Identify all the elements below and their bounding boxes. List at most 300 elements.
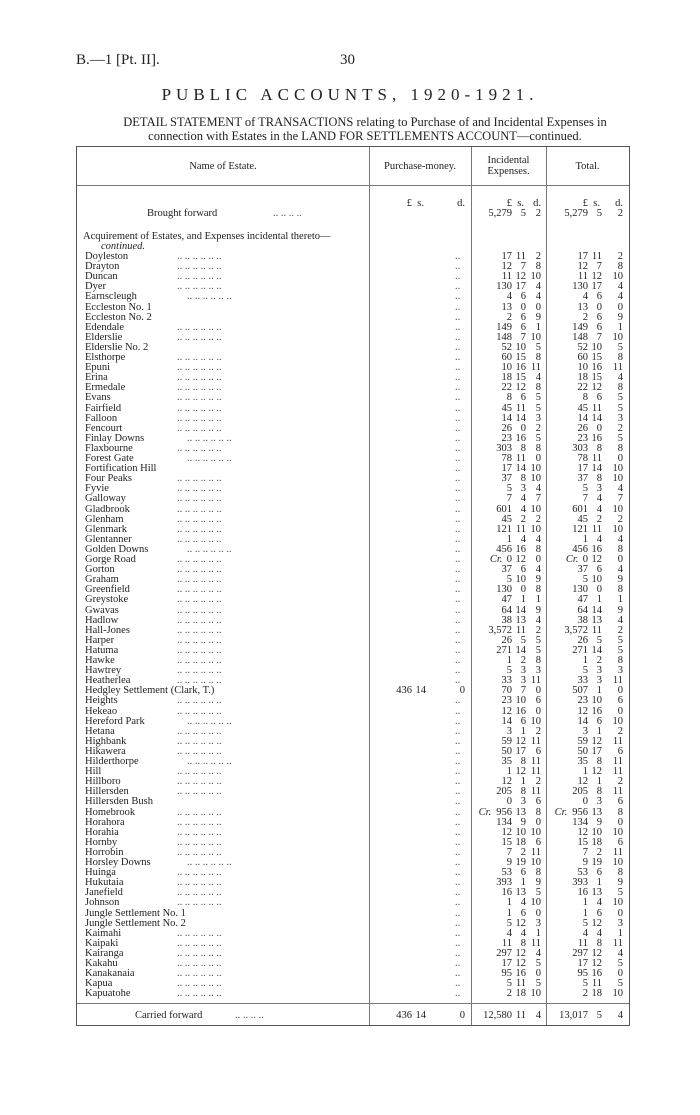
section-continued: continued. [101, 241, 146, 252]
estate-name: Kairanga [85, 947, 124, 959]
pounds: 11 [501, 937, 512, 949]
estate-name: Glentanner [85, 533, 132, 545]
pence: 8 [617, 655, 623, 666]
estate-name: Kapua [85, 978, 113, 990]
pounds: 12 [577, 705, 588, 717]
pounds: 2 [582, 988, 588, 1000]
total-amount [551, 595, 623, 605]
leader-dots: .. .. .. .. .. .. [177, 937, 222, 949]
estate-name: Kanakanaia [85, 968, 135, 980]
shillings: 4 [596, 503, 602, 515]
shillings: 6 [596, 392, 602, 404]
purchase-money-empty: .. [455, 897, 461, 909]
pounds: 59 [501, 735, 512, 747]
pence: 4 [535, 372, 541, 384]
estate-name: Gwavas [85, 604, 119, 616]
estate-name: Horrobin [85, 846, 124, 858]
shillings: 6 [520, 715, 526, 727]
estate-name: Hill [85, 766, 102, 778]
pounds: 8 [506, 392, 512, 404]
estate-name: Jungle Settlement No. 1 [85, 907, 186, 919]
pounds: 52 [501, 341, 512, 353]
pounds: 59 [577, 735, 588, 747]
table-row [77, 474, 629, 484]
shillings: 12 [591, 271, 602, 283]
shillings: 19 [515, 857, 526, 868]
leader-dots: .. .. .. .. .. .. [177, 634, 222, 646]
pence: 10 [530, 897, 541, 909]
shillings: 1 [520, 725, 526, 737]
incidental-expenses [475, 505, 541, 515]
table-row [77, 878, 629, 888]
table-row [77, 767, 629, 777]
leader-dots: .. .. .. .. .. .. [177, 705, 222, 717]
shillings: 14 [591, 412, 602, 424]
pounds: 436 [396, 1010, 412, 1021]
shillings: 16 [591, 432, 602, 444]
table-row [77, 606, 629, 616]
pounds: 18 [577, 372, 588, 384]
estate-name: Edendale [85, 321, 125, 333]
pence: 6 [617, 695, 623, 707]
pounds: 1 [582, 907, 588, 919]
pence: 6 [535, 796, 541, 808]
estate-name: Homebrook [85, 806, 136, 818]
estate-name: Eccleston No. 1 [85, 301, 152, 313]
pence-unit: d. [457, 198, 465, 209]
estate-name: Galloway [85, 493, 126, 505]
pence: 4 [535, 281, 541, 293]
purchase-money-empty: .. [455, 675, 461, 687]
shillings: 9 [596, 816, 602, 828]
shillings: 10 [515, 695, 526, 707]
pounds: 507 [572, 685, 588, 697]
pounds: 26 [577, 634, 588, 646]
table-row [77, 737, 629, 747]
shillings: 13 [591, 887, 602, 899]
purchase-money-empty: .. [455, 776, 461, 788]
pounds: 95 [577, 968, 588, 980]
leader-dots: .. .. .. .. .. .. [177, 372, 222, 384]
shillings: 2 [520, 513, 526, 525]
shillings: 0 [596, 422, 602, 434]
subtitle-line-2: connection with Estates in the LAND FOR SETTLEMENTS ACCOUNT—continued. [148, 129, 582, 143]
estate-name: Heights [85, 695, 118, 707]
purchase-money-empty: .. [455, 341, 461, 353]
pence: 2 [617, 725, 623, 737]
table-row [77, 777, 629, 787]
leader-dots: .. .. .. .. .. .. [177, 392, 222, 404]
shillings: 12 [515, 917, 526, 929]
shillings: 10 [515, 574, 526, 586]
shillings: 14 [515, 463, 526, 475]
shillings: 7 [520, 261, 526, 273]
table-row [77, 393, 629, 403]
incidental-expenses [475, 707, 541, 717]
leader-dots: .. .. .. .. .. .. [177, 362, 222, 374]
pounds: 37 [501, 564, 512, 576]
estate-name: Hukutaia [85, 877, 124, 889]
pence: 7 [617, 493, 623, 505]
leader-dots: .. .. .. .. .. .. [177, 564, 222, 576]
pence: 3 [535, 665, 541, 677]
pence: 5 [617, 887, 623, 899]
total-amount [551, 808, 623, 818]
pence: 0 [617, 554, 623, 565]
pence: 8 [617, 352, 623, 363]
shillings: 6 [520, 564, 526, 576]
pence: 2 [617, 208, 623, 219]
pounds: 13 [577, 301, 588, 313]
shillings: 5 [520, 634, 526, 646]
leader-dots: .. .. .. .. .. .. [177, 513, 222, 525]
pounds: 121 [572, 523, 588, 535]
pence: 5 [535, 887, 541, 899]
pounds: 5 [582, 574, 588, 586]
shillings: 11 [515, 978, 526, 990]
pence: 11 [612, 846, 623, 858]
shillings: 6 [520, 311, 526, 323]
purchase-money-empty: .. [455, 816, 461, 828]
incidental-expenses [475, 898, 541, 908]
table-row [77, 464, 629, 474]
shillings: 14 [515, 412, 526, 424]
pounds: 13 [501, 301, 512, 313]
pence: 0 [535, 816, 541, 828]
leader-dots: .. .. .. .. .. .. [177, 422, 222, 434]
pounds: 14 [501, 412, 512, 424]
pence: 11 [612, 362, 623, 374]
shillings: 4 [596, 533, 602, 545]
leader-dots: .. .. .. .. .. .. [177, 554, 222, 565]
estate-name: Hornby [85, 836, 118, 848]
leader-dots: .. .. .. .. .. .. [177, 947, 222, 959]
leader-dots: .. .. .. .. .. .. [187, 543, 232, 555]
shillings: 4 [596, 493, 602, 505]
purchase-money-empty: .. [455, 826, 461, 838]
pence: 10 [612, 523, 623, 535]
pence: 5 [535, 634, 541, 646]
shillings: 0 [520, 422, 526, 434]
shillings: 16 [515, 543, 526, 555]
estate-name: Hatuma [85, 644, 119, 656]
table-row [77, 858, 629, 868]
incidental-expenses [475, 303, 541, 313]
shillings: 8 [520, 473, 526, 485]
leader-dots: .. .. .. .. [235, 1010, 264, 1021]
pounds: 393 [572, 877, 588, 889]
pounds: 5 [582, 917, 588, 929]
purchase-money-empty: .. [455, 907, 461, 919]
estate-name: Fortification Hill [85, 463, 157, 475]
estate-name: Four Peaks [85, 473, 132, 485]
purchase-money-empty: .. [455, 644, 461, 656]
pence: 5 [617, 402, 623, 414]
carried-forward-total [551, 1011, 623, 1021]
purchase-money-empty: .. [455, 614, 461, 626]
leader-dots: .. .. .. .. .. .. [177, 695, 222, 707]
table-row [77, 303, 629, 313]
shillings: 12 [515, 735, 526, 747]
estate-name: Greenfield [85, 584, 130, 596]
shillings: 12 [591, 554, 602, 565]
purchase-money-empty: .. [455, 321, 461, 333]
pence: 7 [535, 493, 541, 505]
leader-dots: .. .. .. .. .. .. [177, 271, 222, 283]
credit-marker: Cr. [565, 554, 579, 565]
table-row [77, 575, 629, 585]
pence: 5 [535, 958, 541, 969]
pence: 0 [617, 301, 623, 313]
credit-marker: Cr. [478, 806, 492, 818]
purchase-money-empty: .. [455, 887, 461, 899]
incidental-expenses [475, 989, 541, 999]
purchase-money-empty: .. [455, 988, 461, 1000]
leader-dots: .. .. .. .. .. .. [177, 402, 222, 414]
pounds: 33 [577, 675, 588, 687]
purchase-money-empty: .. [455, 483, 461, 495]
shillings: 10 [591, 574, 602, 586]
section-heading-block [77, 231, 369, 252]
pence: 1 [617, 321, 623, 333]
purchase-money-empty: .. [455, 624, 461, 636]
pounds: 22 [501, 382, 512, 394]
shillings: 9 [520, 816, 526, 828]
pence: 4 [617, 291, 623, 303]
pounds: 5 [506, 917, 512, 929]
purchase-money-empty: .. [455, 352, 461, 363]
purchase-money-empty: .. [455, 251, 461, 262]
total-amount [551, 797, 623, 807]
pounds: 23 [501, 695, 512, 707]
leader-dots: .. .. .. .. .. .. [177, 927, 222, 939]
estate-name: Evans [85, 392, 111, 404]
pence: 11 [612, 937, 623, 949]
shilling-unit: s. [417, 198, 424, 209]
shillings: 8 [520, 442, 526, 454]
shillings: 1 [596, 877, 602, 889]
table-row [77, 656, 629, 666]
pence: 4 [617, 1010, 623, 1021]
pounds: 4 [582, 291, 588, 303]
total-amount [551, 696, 623, 706]
shillings: 16 [515, 362, 526, 374]
pence: 8 [617, 543, 623, 555]
incidental-expenses [475, 494, 541, 504]
estate-name: Highbank [85, 735, 127, 747]
purchase-money-empty: .. [455, 422, 461, 434]
incidental-expenses [475, 393, 541, 403]
table-row [77, 414, 629, 424]
leader-dots: .. .. .. .. .. .. [177, 624, 222, 636]
section-heading: Acquirement of Estates, and Expenses incidental thereto— [83, 231, 331, 242]
table-row [77, 636, 629, 646]
shillings: 11 [591, 402, 602, 414]
pence: 10 [612, 463, 623, 475]
shillings: 13 [515, 614, 526, 626]
pence: 4 [617, 533, 623, 545]
table-row [77, 383, 629, 393]
pounds: 1 [582, 897, 588, 909]
pence: 2 [535, 624, 541, 636]
pence: 10 [612, 473, 623, 485]
pounds: 9 [582, 857, 588, 868]
column-header-name: Name of Estate. [189, 160, 257, 172]
incidental-expenses [475, 808, 541, 818]
pounds: 45 [501, 402, 512, 414]
table-row [77, 707, 629, 717]
shillings: 0 [520, 301, 526, 313]
leader-dots: .. .. .. .. .. .. [177, 594, 222, 606]
estate-name: Epuni [85, 362, 111, 374]
shillings: 16 [591, 705, 602, 717]
pence: 8 [617, 584, 623, 596]
table-row [77, 696, 629, 706]
pounds: 12 [501, 261, 512, 273]
pounds: 22 [577, 382, 588, 394]
estate-name: Elderslie No. 2 [85, 341, 149, 353]
shillings: 3 [596, 796, 602, 808]
estate-name: Kapuatohe [85, 988, 131, 1000]
estates-table [76, 146, 630, 1026]
incidental-expenses [475, 909, 541, 919]
pence: 11 [530, 786, 541, 798]
leader-dots: .. .. .. .. .. .. [177, 826, 222, 838]
pounds: 38 [501, 614, 512, 626]
pence: 0 [535, 907, 541, 919]
total-amount [551, 909, 623, 919]
leader-dots: .. .. .. .. .. .. [177, 281, 222, 293]
shillings: 17 [591, 745, 602, 757]
total-amount [551, 707, 623, 717]
purchase-money-empty: .. [455, 655, 461, 666]
shillings: 0 [596, 301, 602, 313]
purchase-money-empty: .. [455, 665, 461, 677]
pounds: 17 [501, 958, 512, 969]
purchase-money-empty: .. [455, 291, 461, 303]
shillings: 10 [591, 695, 602, 707]
pence: 4 [617, 614, 623, 626]
pounds: 12 [577, 261, 588, 273]
pence: 5 [617, 644, 623, 656]
estate-name: Janefield [85, 887, 123, 899]
table-row [77, 898, 629, 908]
pence: 0 [617, 816, 623, 828]
leader-dots: .. .. .. .. .. .. [177, 655, 222, 666]
shillings: 5 [596, 634, 602, 646]
pounds: 12 [501, 826, 512, 838]
pound-unit: £ [582, 198, 588, 209]
shillings: 15 [515, 352, 526, 363]
leader-dots: .. .. .. .. .. .. [177, 473, 222, 485]
pence: 1 [617, 594, 623, 606]
pence: 8 [617, 442, 623, 454]
pence: 0 [617, 907, 623, 919]
pounds: 134 [572, 816, 588, 828]
pounds: 5 [506, 665, 512, 677]
pence: 10 [612, 715, 623, 727]
shillings: 4 [520, 533, 526, 545]
estate-name: Huinga [85, 867, 116, 879]
shillings: 18 [591, 988, 602, 1000]
pounds: 1 [582, 533, 588, 545]
pence: 11 [612, 756, 623, 767]
pounds: 60 [577, 352, 588, 363]
pence: 5 [617, 978, 623, 990]
pounds: 5,279 [488, 208, 512, 219]
shillings: 19 [591, 857, 602, 868]
pence: 1 [617, 927, 623, 939]
pounds: 11 [501, 271, 512, 283]
pence: 11 [530, 675, 541, 687]
table-row [77, 818, 629, 828]
shillings: 6 [596, 321, 602, 333]
pounds: 601 [572, 503, 588, 515]
pence: 3 [535, 917, 541, 929]
pounds: 121 [496, 523, 512, 535]
pounds: 436 [396, 685, 412, 697]
leader-dots: .. .. .. .. .. .. [187, 453, 232, 464]
shillings: 8 [596, 756, 602, 767]
pence: 5 [617, 392, 623, 404]
pounds: 0 [582, 554, 588, 565]
total-amount [551, 303, 623, 313]
pounds: 5 [582, 978, 588, 990]
pounds: 33 [501, 675, 512, 687]
pence: 4 [617, 281, 623, 293]
pence: 11 [530, 937, 541, 949]
total-amount [551, 292, 623, 302]
table-row [77, 565, 629, 575]
shillings: 6 [596, 291, 602, 303]
pounds: 23 [577, 695, 588, 707]
pounds: 78 [501, 453, 512, 464]
pence: 11 [530, 735, 541, 747]
pounds: 37 [577, 564, 588, 576]
table-row [77, 353, 629, 363]
table-row [77, 919, 629, 929]
leader-dots: .. .. .. .. .. .. [187, 756, 232, 767]
pounds: 393 [496, 877, 512, 889]
pounds: 12 [501, 705, 512, 717]
shillings: 3 [520, 796, 526, 808]
leader-dots: .. .. .. .. .. .. [177, 261, 222, 273]
table-row [77, 666, 629, 676]
pence: 6 [617, 836, 623, 848]
pounds: 1 [506, 766, 512, 778]
pence: 1 [535, 321, 541, 333]
table-row [77, 797, 629, 807]
incidental-expenses [475, 797, 541, 807]
estate-name: Hillersden [85, 786, 129, 798]
purchase-money-empty: .. [455, 867, 461, 879]
table-row [77, 828, 629, 838]
table-row [77, 595, 629, 605]
table-row [77, 939, 629, 949]
leader-dots: .. .. .. .. .. .. [177, 331, 222, 343]
leader-dots: .. .. .. .. .. .. [177, 604, 222, 616]
estate-name: Hedgley Settlement (Clark, T.) [85, 685, 215, 697]
estate-name: Hadlow [85, 614, 119, 626]
table-row [77, 717, 629, 727]
pence: 2 [617, 624, 623, 636]
shillings: 3 [596, 675, 602, 687]
leader-dots: .. .. .. .. .. .. [177, 574, 222, 586]
pence: 9 [535, 574, 541, 586]
estate-name: Hereford Park [85, 715, 145, 727]
pence: 10 [612, 331, 623, 343]
purchase-money-empty: .. [455, 442, 461, 454]
